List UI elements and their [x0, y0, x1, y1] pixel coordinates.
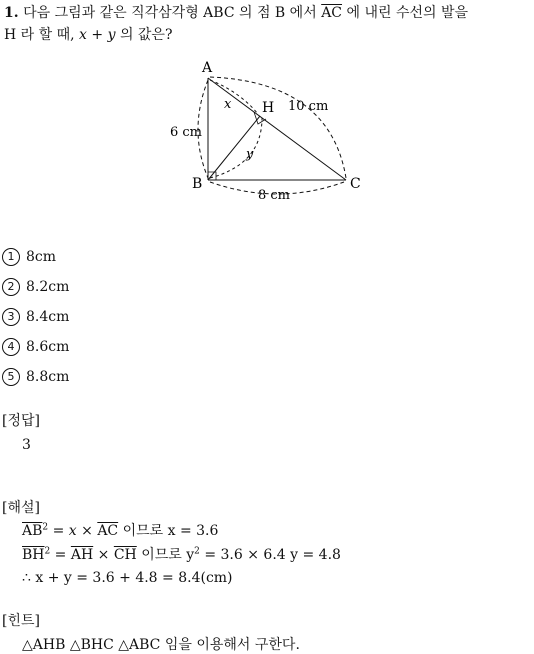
choice-1[interactable]	[2, 248, 56, 266]
choice-text: 8.2cm	[26, 279, 70, 295]
choice-text: 8.8cm	[26, 369, 70, 385]
question-expr: x + y	[79, 27, 116, 43]
choice-number: 5	[2, 368, 20, 386]
label-x: x	[224, 97, 232, 112]
side-ac	[208, 78, 346, 180]
hint-heading: [힌트]	[2, 613, 40, 629]
answer-heading: [정답]	[2, 413, 40, 429]
hint-text: △AHB △BHC △ABC 임을 이용해서 구한다.	[22, 637, 300, 653]
choice-text: 8cm	[26, 249, 57, 265]
arc-bh	[210, 118, 262, 178]
question-text-part2: 에 내린 수선의 발을	[346, 5, 469, 21]
label-b: B	[192, 176, 203, 192]
choice-number: 1	[2, 248, 20, 266]
question-line2-b: 의 값은?	[119, 27, 173, 43]
arc-ac	[210, 77, 346, 178]
choice-number: 2	[2, 278, 20, 296]
segment-ch: $\overline{CH}$	[113, 547, 137, 563]
exponent: 2	[194, 546, 200, 557]
choice-text: 8.4cm	[26, 309, 70, 325]
answer-value: 3	[22, 437, 31, 453]
expl-text: =	[50, 547, 71, 563]
choice-text: 8.6cm	[26, 339, 70, 355]
choice-3[interactable]	[2, 308, 69, 326]
choice-number: 4	[2, 338, 20, 356]
length-ab: 6 cm	[170, 125, 203, 140]
explanation-line-1	[22, 520, 218, 540]
segment-ah: $\overline{AH}$	[70, 547, 94, 563]
explanation-heading: [해설]	[2, 500, 40, 516]
expl-text: 이므로 x = 3.6	[118, 523, 219, 539]
segment-ab: $\overline{AB}$	[22, 523, 43, 539]
expl-text: = 3.6 × 6.4 y = 4.8	[199, 547, 341, 563]
choice-5[interactable]	[2, 368, 69, 386]
segment-ac: $\overline{AC}$	[97, 523, 119, 539]
expl-text: ×	[93, 547, 114, 563]
expl-text: = x ×	[48, 523, 98, 539]
explanation-line-2	[22, 544, 341, 564]
choice-4[interactable]	[2, 338, 69, 356]
label-a: A	[202, 60, 213, 76]
label-y: y	[246, 147, 254, 162]
expl-text: 이므로 y	[136, 547, 195, 563]
segment-bh: $\overline{BH}$	[22, 547, 45, 563]
length-bc: 8 cm	[258, 188, 291, 203]
question-text-part1: 다음 그림과 같은 직각삼각형 ABC 의 점 B 에서	[23, 5, 317, 21]
segment-ac: $\overline{AC}$	[321, 5, 343, 21]
question-line2-a: H 라 할 때,	[4, 27, 75, 43]
label-c: C	[350, 176, 361, 192]
choice-2[interactable]	[2, 278, 69, 296]
exponent: 2	[44, 546, 51, 557]
question-number: 1.	[4, 5, 19, 21]
triangle-figure	[0, 0, 534, 220]
exponent: 2	[42, 522, 49, 533]
label-h: H	[262, 100, 275, 116]
explanation-line-3: ∴ x + y = 3.6 + 4.8 = 8.4(cm)	[22, 570, 233, 586]
length-ac: 10 cm	[288, 99, 329, 114]
choice-number: 3	[2, 308, 20, 326]
